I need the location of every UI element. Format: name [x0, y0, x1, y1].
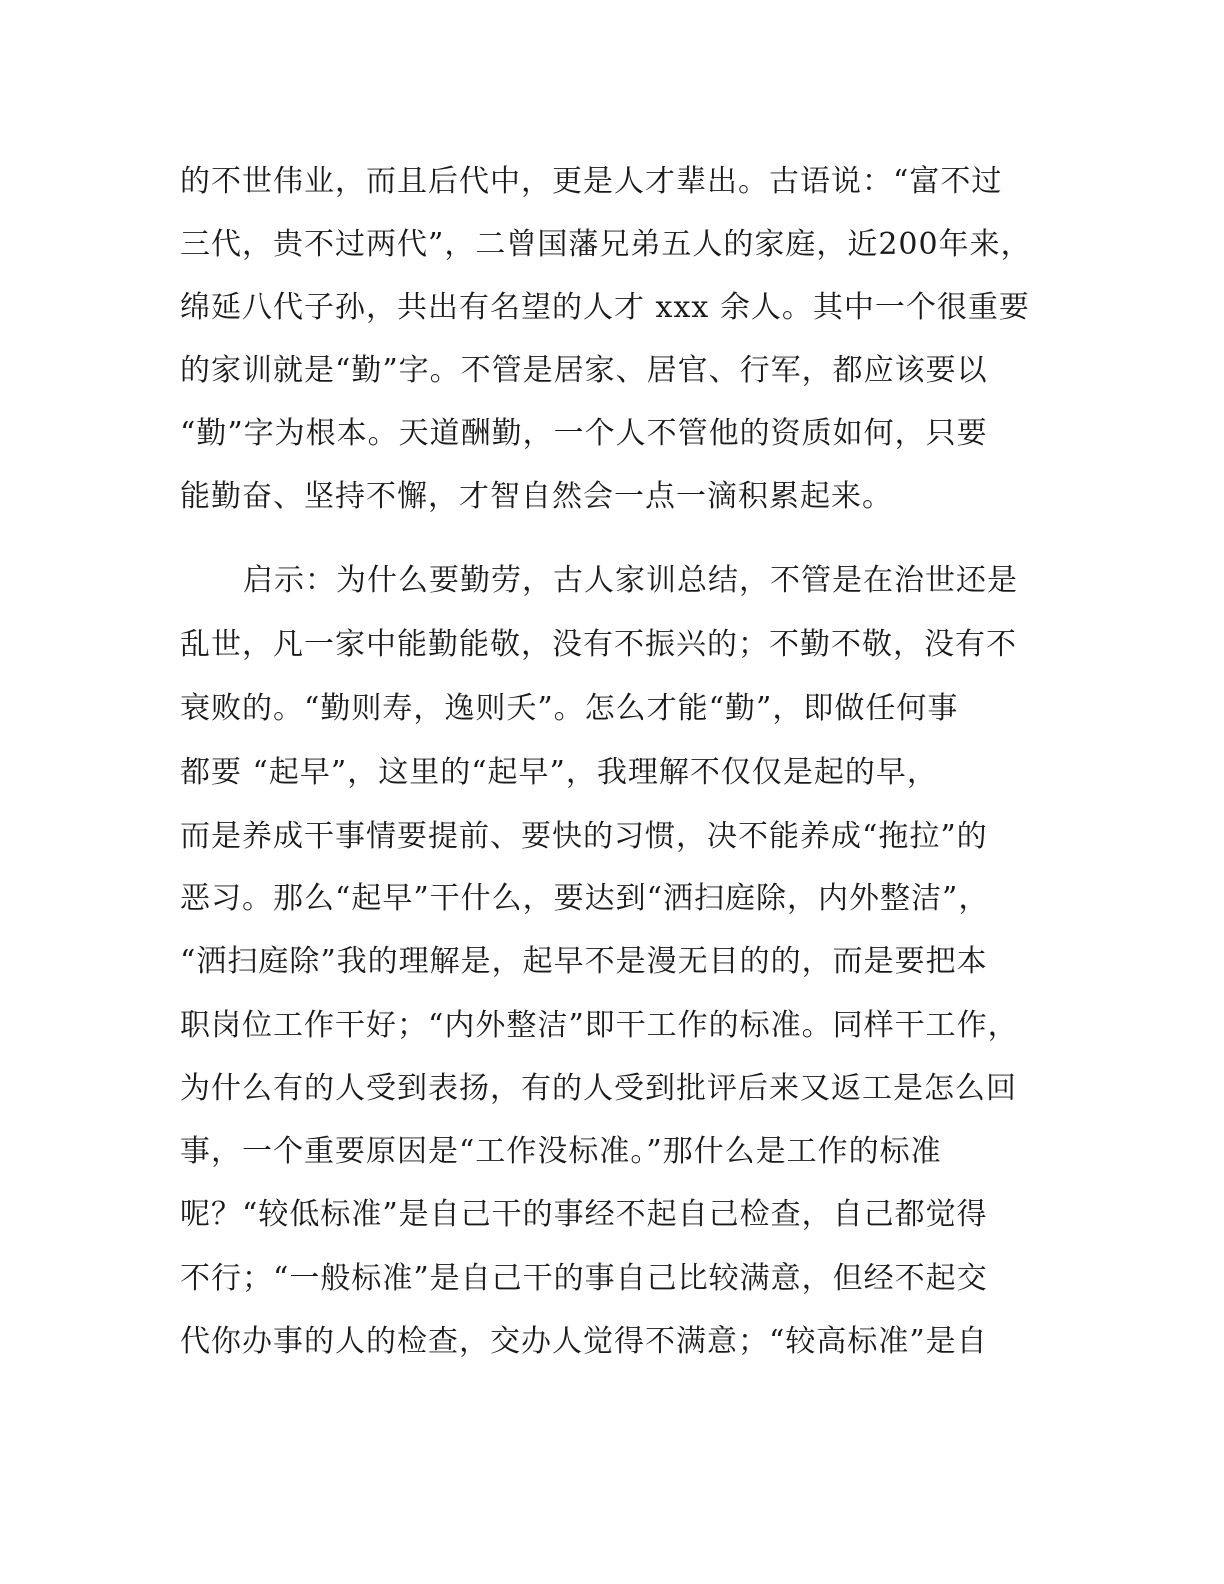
text-line: 代你办事的人的检查，交办人觉得不满意；“较高标准”是自 — [180, 1324, 988, 1359]
paragraph-first-line: 启示：为什么要勤劳，古人家训总结，不管是在治世还是 — [243, 563, 1018, 598]
text-line: 的家训就是“勤”字。不管是居家、居官、行军，都应该要以 — [180, 353, 988, 388]
text-line: 呢？“较低标准”是自己干的事经不起自己检查，自己都觉得 — [180, 1197, 988, 1232]
text-line: 都要 “起早”，这里的“起早”，我理解不仅仅是起的早， — [180, 755, 938, 790]
text-line: “洒扫庭除”我的理解是，起早不是漫无目的的，而是要把本 — [180, 944, 988, 979]
text-line: 绵延八代子孙，共出有名望的人才 xxx 余人。其中一个很重要 — [180, 290, 1030, 325]
text-line: 事，一个重要原因是“工作没标准。”那什么是工作的标准 — [180, 1134, 942, 1169]
text-line: 恶习。那么“起早”干什么，要达到“洒扫庭除，内外整洁”， — [180, 881, 990, 916]
text-line: 能勤奋、坚持不懈，才智自然会一点一滴积累起来。 — [180, 479, 893, 514]
text-line: 职岗位工作干好；“内外整洁”即干工作的标准。同样干工作， — [180, 1008, 1019, 1043]
text-line: 的不世伟业，而且后代中，更是人才辈出。古语说：“富不过 — [180, 164, 1003, 199]
text-line: 为什么有的人受到表扬，有的人受到批评后来又返工是怎么回 — [180, 1071, 1017, 1106]
text-line: 衰败的。“勤则寿，逸则夭”。怎么才能“勤”，即做任何事 — [180, 691, 959, 726]
text-line: “勤”字为根本。天道酬勤，一个人不管他的资质如何，只要 — [180, 416, 988, 451]
text-line: 不行；“一般标准”是自己干的事自己比较满意，但经不起交 — [180, 1261, 988, 1296]
text-line: 三代，贵不过两代”，二曾国藩兄弟五人的家庭，近200年来， — [180, 227, 1032, 262]
text-line: 而是养成干事情要提前、要快的习惯，决不能养成“拖拉”的 — [180, 819, 988, 854]
text-line: 乱世，凡一家中能勤能敬，没有不振兴的；不勤不敬，没有不 — [180, 627, 1017, 662]
